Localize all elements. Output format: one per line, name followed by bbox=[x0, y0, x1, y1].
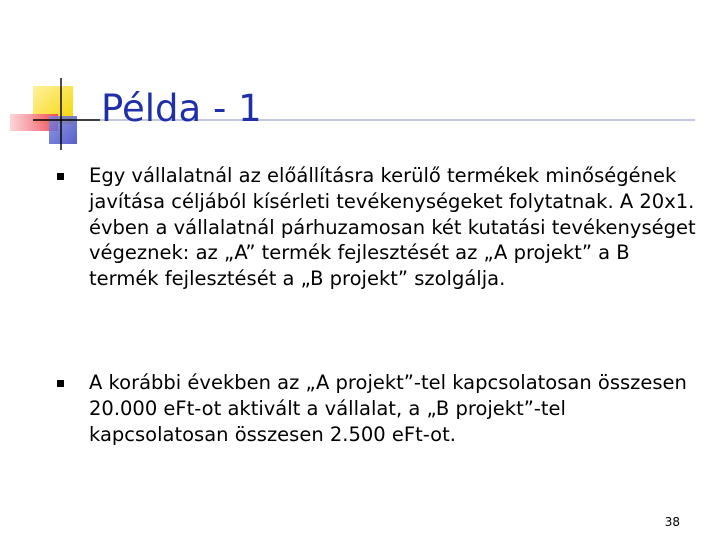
slide-title: Példa - 1 bbox=[101, 87, 262, 130]
square-bullet-icon bbox=[57, 173, 64, 180]
bullet-text: Egy vállalatnál az előállításra kerülő termékek minőségének javítása céljából kísérleti tevékenységeket folytatnak. A 20x1. évben a vállalatnál párhuzamosan két kutatási tevékenységet végeznek: az „A” termék fejlesztését az „A projekt” a B termék fejlesztését a „B projekt” szolgálja. bbox=[89, 164, 696, 291]
bullet-text: A korábbi években az „A projekt”-tel kapcsolatosan összesen 20.000 eFt-ot aktivált a vállalat, a „B projekt”-tel kapcsolatosan összesen 2.500 eFt-ot. bbox=[89, 371, 687, 446]
square-bullet-icon bbox=[57, 380, 64, 387]
page-number: 38 bbox=[664, 515, 680, 529]
